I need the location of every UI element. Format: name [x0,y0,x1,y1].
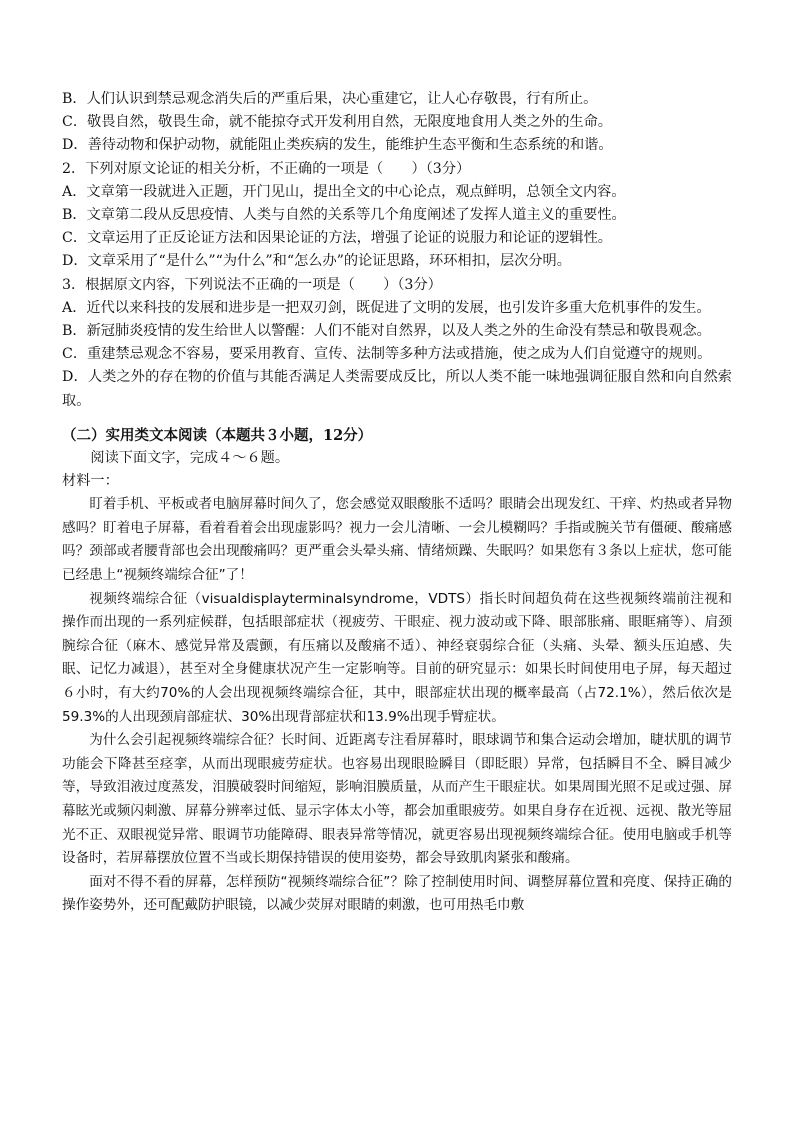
q1-option-d: D．善待动物和保护动物，就能阻止类疾病的发生，能维护生态平衡和生态系统的和谐。 [62,137,613,154]
q3-option-c: C．重建禁忌观念不容易，要采用教育、宣传、法制等多种方法或措施，使之成为人们自觉遵守的规则。 [62,346,712,363]
q3-option-b: B．新冠肺炎疫情的发生给世人以警醒：人们不能对自然界，以及人类之外的生命没有禁忌和敬畏观念。 [62,323,711,340]
material-paragraph-1: 盯着手机、平板或者电脑屏幕时间久了，您会感觉双眼酸胀不适吗？眼睛会出现发红、干痒、灼热或者异物感吗？盯着电子屏幕，看着看着会出现虚影吗？视力一会儿清晰、一会儿模糊吗？手指或腕关节有僵硬、酸痛感吗？颈部或者腰背部也会出现酸痛吗？更严重会头晕头痛、情绪烦躁、失眠吗？如果您有３条以上症状，您可能已经患上“视频终端综合征”了！ [62,496,732,584]
document-page [62,88,732,918]
q2-option-b: B．文章第二段从反思疫情、人类与自然的关系等几个角度阐述了发挥人道主义的重要性。 [62,207,626,224]
q3-stem: 3．根据原文内容，下列说法不正确的一项是（ ）（3分） [62,276,442,293]
section-heading: （二）实用类文本阅读（本题共３小题，12分） [62,426,373,444]
q2-stem: 2．下列对原文论证的相关分析，不正确的一项是（ ）（3分） [62,160,471,177]
section-instruction: 阅读下面文字，完成４～６题。 [90,449,290,466]
q2-option-c: C．文章运用了正反论证方法和因果论证的方法，增强了论证的说服力和论证的逻辑性。 [62,230,612,247]
material-paragraph-3: 为什么会引起视频终端综合征？长时间、近距离专注看屏幕时，眼球调节和集合运动会增加，睫状肌的调节功能会下降甚至痉挛，从而出现眼疲劳症状。也容易出现眼睑瞬目（即眨眼）异常，包括瞬目不全、瞬目减少等，导致泪液过度蒸发，泪膜破裂时间缩短，影响泪膜质量，从而产生干眼症状。如果周围光照不足或过强、屏幕眩光或频闪刺激、屏幕分辨率过低、显示字体太小等，都会加重眼疲劳。如果自身存在近视、远视、散光等屈光不正、双眼视觉异常、眼调节功能障碍、眼表异常等情况，就更容易出现视频终端综合征。使用电脑或手机等设备时，若屏幕摆放位置不当或长期保持错误的使用姿势，都会导致肌肉紧张和酸痛。 [62,732,732,867]
material-paragraph-2: 视频终端综合征（visualdisplayterminalsyndrome，VDTS）指长时间超负荷在这些视频终端前注视和操作而出现的一系列症候群，包括眼部症状（视疲劳、干眼症、视力波动或下降、眼部胀痛、眼眶痛等）、肩颈腕综合征（麻木、感觉异常及震颤，有压痛以及酸痛不适）、神经衰弱综合征（头痛、头晕、额头压迫感、失眠、记忆力减退），甚至对全身健康状况产生一定影响等。目前的研究显示：如果长时间使用电子屏，每天超过６小时，有大约70%的人会出现视频终端综合征，其中，眼部症状出现的概率最高（占72.1%），然后依次是59.3%的人出现颈肩部症状、30%出现背部症状和13.9%出现手臂症状。 [62,590,732,725]
q1-option-b: B．人们认识到禁忌观念消失后的严重后果，决心重建它，让人心存敬畏，行有所止。 [62,91,598,107]
q2-option-d: D．文章采用了“是什么”“为什么”和“怎么办”的论证思路，环环相扣，层次分明。 [62,253,571,270]
material-paragraph-4: 面对不得不看的屏幕，怎样预防“视频终端综合征”？除了控制使用时间、调整屏幕位置和亮度、保持正确的操作姿势外，还可配戴防护眼镜，以减少荧屏对眼睛的刺激，也可用热毛巾敷 [62,873,732,914]
q1-option-c: C．敬畏自然，敬畏生命，就不能掠夺式开发利用自然，无限度地食用人类之外的生命。 [62,114,612,131]
q3-option-a: A．近代以来科技的发展和进步是一把双刃剑，既促进了文明的发展，也引发许多重大危机事件的发生。 [62,299,711,316]
q3-option-d: D．人类之外的存在物的价值与其能否满足人类需要成反比，所以人类不能一味地强调征服自然和向自然索取。 [62,369,732,409]
material-label: 材料一： [62,473,119,490]
q2-option-a: A．文章第一段就进入正题，开门见山，提出全文的中心论点，观点鲜明，总领全文内容。 [62,183,626,200]
